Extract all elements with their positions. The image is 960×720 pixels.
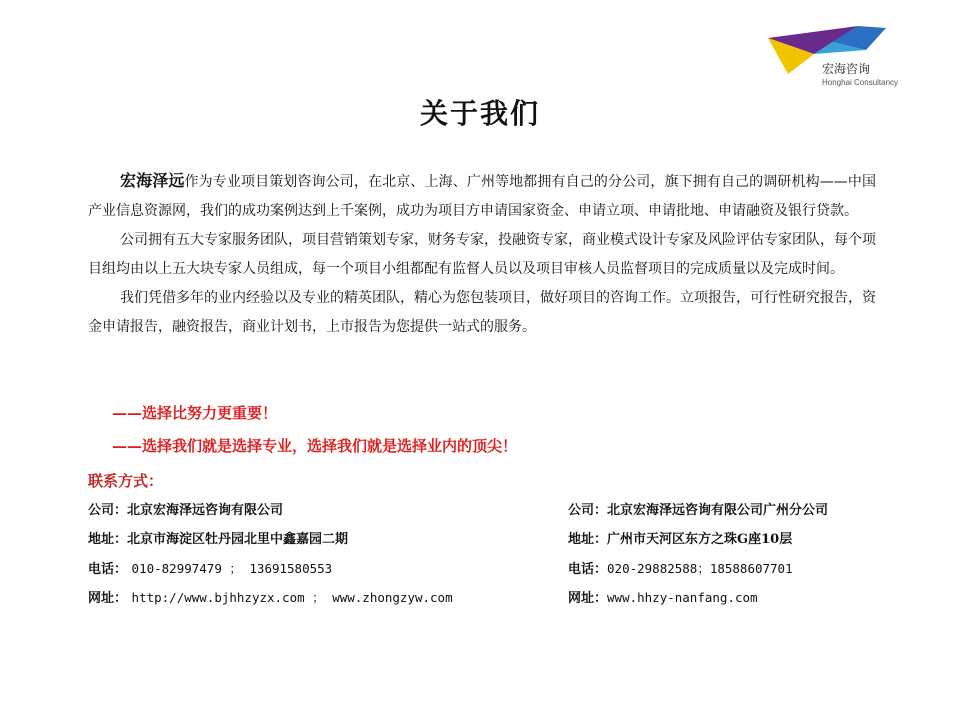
- company-name: 北京宏海泽远咨询有限公司: [127, 503, 284, 518]
- contact-heading: 联系方式：: [88, 472, 164, 490]
- address-line: [568, 529, 828, 558]
- website-label: 网址：: [88, 591, 128, 606]
- website-label: 网址：: [568, 591, 608, 606]
- intro-paragraph-1-text: 作为专业项目策划咨询公司，在北京、上海、广州等地都拥有自己的分公司，旗下拥有自己的调研机构——中国产业信息资源网，我们的成功案例达到上千案例，成功为项目方申请国家资金、申请立项、申请批地、申请融资及银行贷款。: [88, 174, 876, 219]
- website-link[interactable]: http://www.bjhhzyzx.com ； www.zhongzyw.com: [131, 590, 453, 605]
- logo-name-en: Honghai Consultancy: [822, 78, 899, 87]
- intro-text: [88, 166, 876, 342]
- company-label: 公司：: [88, 503, 128, 518]
- phone-label: 电话：: [568, 562, 608, 577]
- brand-name: 宏海泽远: [120, 171, 185, 190]
- address-label: 地址：: [568, 532, 608, 547]
- intro-paragraph-3: 我们凭借多年的业内经验以及专业的精英团队，精心为您包装项目，做好项目的咨询工作。立项报告，可行性研究报告，资金申请报告，融资报告，商业计划书，上市报告为您提供一站式的服务。: [88, 290, 876, 335]
- phone-line: [568, 558, 828, 587]
- company-label: 公司：: [568, 503, 608, 518]
- address-line: [88, 529, 453, 558]
- address-label: 地址：: [88, 532, 128, 547]
- phone-label: 电话：: [88, 562, 128, 577]
- intro-paragraph-2: 公司拥有五大专家服务团队，项目营销策划专家，财务专家，投融资专家，商业模式设计专家及风险评估专家团队，每个项目组均由以上五大块专家人员组成，每一个项目小组都配有监督人员以及项目审核人员监督项目的完成质量以及完成时间。: [88, 232, 876, 277]
- company-name: 北京宏海泽远咨询有限公司广州分公司: [607, 503, 829, 518]
- slogan-1: ——选择比努力更重要！: [112, 404, 278, 422]
- contact-guangzhou: [568, 500, 828, 616]
- address-value: 广州市天河区东方之珠G座10层: [607, 532, 793, 547]
- company-line: [88, 500, 453, 529]
- page-title: 关于我们: [419, 97, 540, 130]
- company-logo: [766, 20, 916, 92]
- address-value: 北京市海淀区牡丹园北里中鑫嘉园二期: [127, 532, 349, 547]
- slogan-2: ——选择我们就是选择专业，选择我们就是选择业内的顶尖！: [112, 437, 518, 455]
- company-line: [568, 500, 828, 529]
- website-line: [568, 587, 828, 616]
- phone-line: [88, 558, 453, 587]
- phone-value: 010-82997479 ； 13691580553: [131, 561, 333, 576]
- intro-paragraph-1: [88, 166, 876, 226]
- logo-name-cn: 宏海咨询: [822, 62, 871, 76]
- website-line: [88, 587, 453, 616]
- website-link[interactable]: www.hhzy-nanfang.com: [607, 590, 758, 605]
- phone-value: 020-29882588；18588607701: [607, 561, 793, 576]
- contact-beijing: [88, 500, 453, 616]
